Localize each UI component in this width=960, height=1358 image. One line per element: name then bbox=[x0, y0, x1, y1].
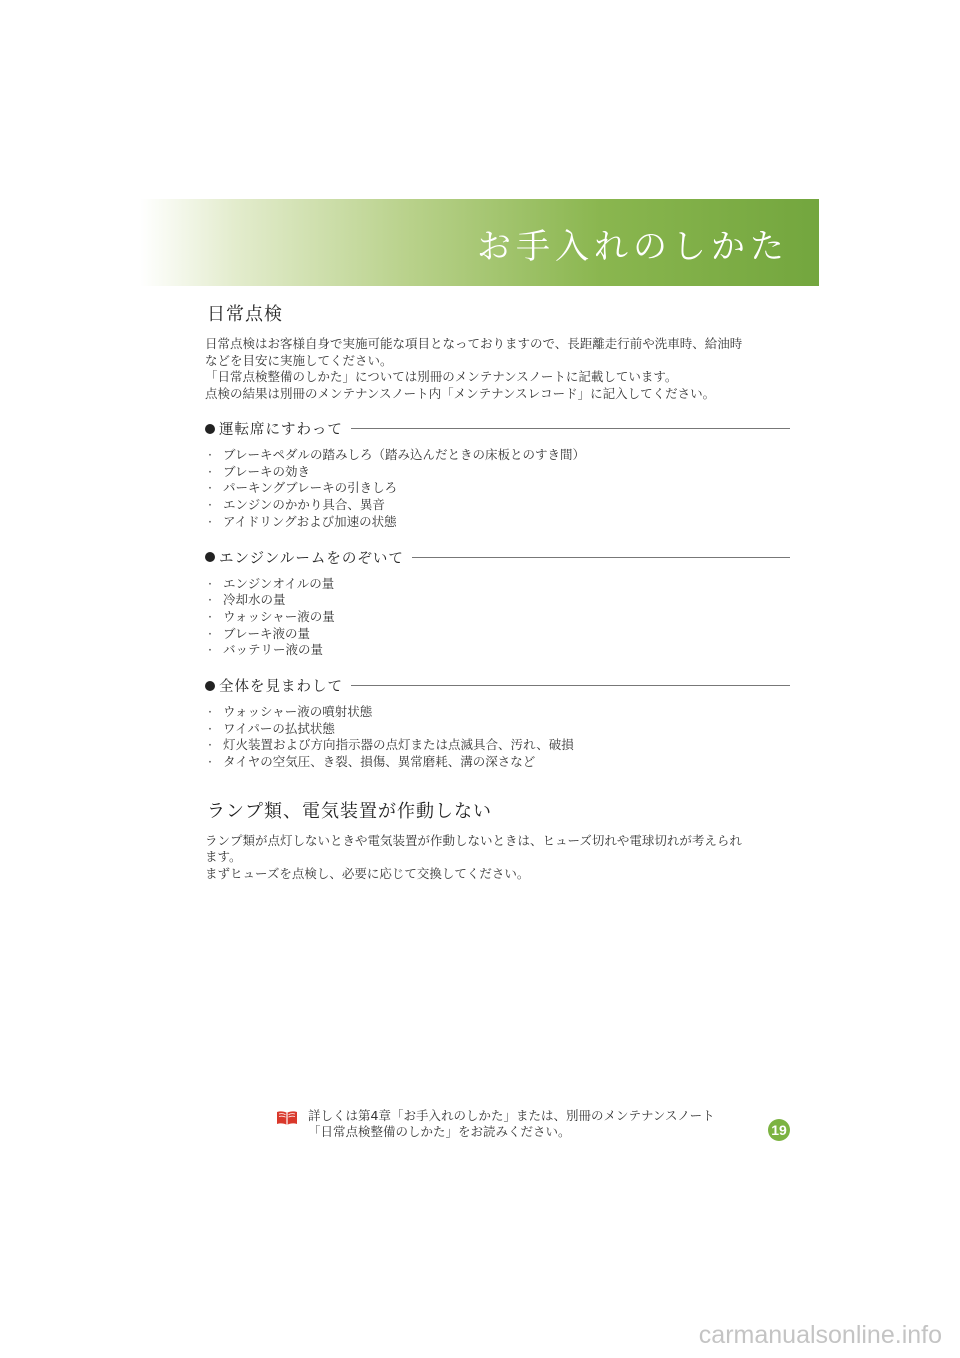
title-banner bbox=[140, 199, 819, 286]
list-item: · パーキングブレーキの引きしろ bbox=[205, 480, 790, 497]
list-item: · エンジンのかかり具合、異音 bbox=[205, 497, 790, 514]
section-heading bbox=[205, 547, 790, 568]
daily-check-paragraph bbox=[205, 336, 790, 402]
divider bbox=[412, 557, 790, 558]
divider bbox=[351, 685, 790, 686]
daily-check-title: 日常点検 bbox=[207, 304, 283, 325]
section-heading bbox=[205, 418, 790, 439]
list-item: · ワイパーの払拭状態 bbox=[205, 721, 790, 738]
paragraph-line: ます。 bbox=[205, 849, 242, 865]
footnote-line: 詳しくは第4章「お手入れのしかた」または、別冊のメンテナンスノート bbox=[308, 1108, 715, 1123]
list-item: · ブレーキの効き bbox=[205, 464, 790, 481]
section-driver-seat bbox=[205, 418, 790, 531]
bullet-dot-icon bbox=[205, 424, 215, 434]
page-number-badge: 19 bbox=[768, 1119, 790, 1141]
reference-footnote bbox=[276, 1108, 715, 1140]
footnote-line: 「日常点検整備のしかた」をお読みください。 bbox=[308, 1124, 571, 1139]
banner-title: お手入れのしかた bbox=[477, 227, 789, 267]
paragraph-line: ランプ類が点灯しないときや電気装置が作動しないときは、ヒューズ切れや電球切れが考えられ bbox=[205, 832, 742, 848]
checklist bbox=[205, 704, 790, 771]
book-icon bbox=[276, 1110, 298, 1140]
paragraph-line: などを目安に実施してください。 bbox=[205, 352, 393, 368]
section-overall bbox=[205, 675, 790, 771]
list-item: · ブレーキ液の量 bbox=[205, 626, 790, 643]
section-heading bbox=[205, 675, 790, 696]
divider bbox=[351, 428, 790, 429]
list-item: · エンジンオイルの量 bbox=[205, 576, 790, 593]
list-item: · アイドリングおよび加速の状態 bbox=[205, 514, 790, 531]
list-item: · バッテリー液の量 bbox=[205, 642, 790, 659]
list-item: · ブレーキペダルの踏みしろ（踏み込んだときの床板とのすき間） bbox=[205, 447, 790, 464]
section-engine-room bbox=[205, 547, 790, 660]
bullet-dot-icon bbox=[205, 681, 215, 691]
checklist bbox=[205, 447, 790, 531]
section-label: 運転席にすわって bbox=[219, 422, 343, 438]
list-item: · 灯火装置および方向指示器の点灯または点滅具合、汚れ、破損 bbox=[205, 737, 790, 754]
main-content bbox=[205, 300, 790, 882]
list-item: · タイヤの空気圧、き裂、損傷、異常磨耗、溝の深さなど bbox=[205, 754, 790, 771]
list-item: · ウォッシャー液の量 bbox=[205, 609, 790, 626]
lamp-section-title: ランプ類、電気装置が作動しない bbox=[207, 800, 492, 822]
paragraph-line: 点検の結果は別冊のメンテナンスノート内「メンテナンスレコード」に記入してください。 bbox=[205, 385, 716, 401]
bullet-dot-icon bbox=[205, 552, 215, 562]
watermark: carmanualsonline.info bbox=[698, 1321, 942, 1349]
paragraph-line: まずヒューズを点検し、必要に応じて交換してください。 bbox=[205, 865, 530, 881]
section-label: 全体を見まわして bbox=[219, 679, 343, 696]
footnote-text bbox=[308, 1108, 715, 1140]
paragraph-line: 「日常点検整備のしかた」については別冊のメンテナンスノートに記載しています。 bbox=[205, 369, 678, 384]
section-label: エンジンルームをのぞいて bbox=[219, 550, 404, 567]
checklist bbox=[205, 576, 790, 660]
list-item: · ウォッシャー液の噴射状態 bbox=[205, 704, 790, 721]
lamp-paragraph bbox=[205, 833, 790, 883]
paragraph-line: 日常点検はお客様自身で実施可能な項目となっておりますので、長距離走行前や洗車時、給油時 bbox=[205, 336, 743, 351]
list-item: · 冷却水の量 bbox=[205, 592, 790, 609]
